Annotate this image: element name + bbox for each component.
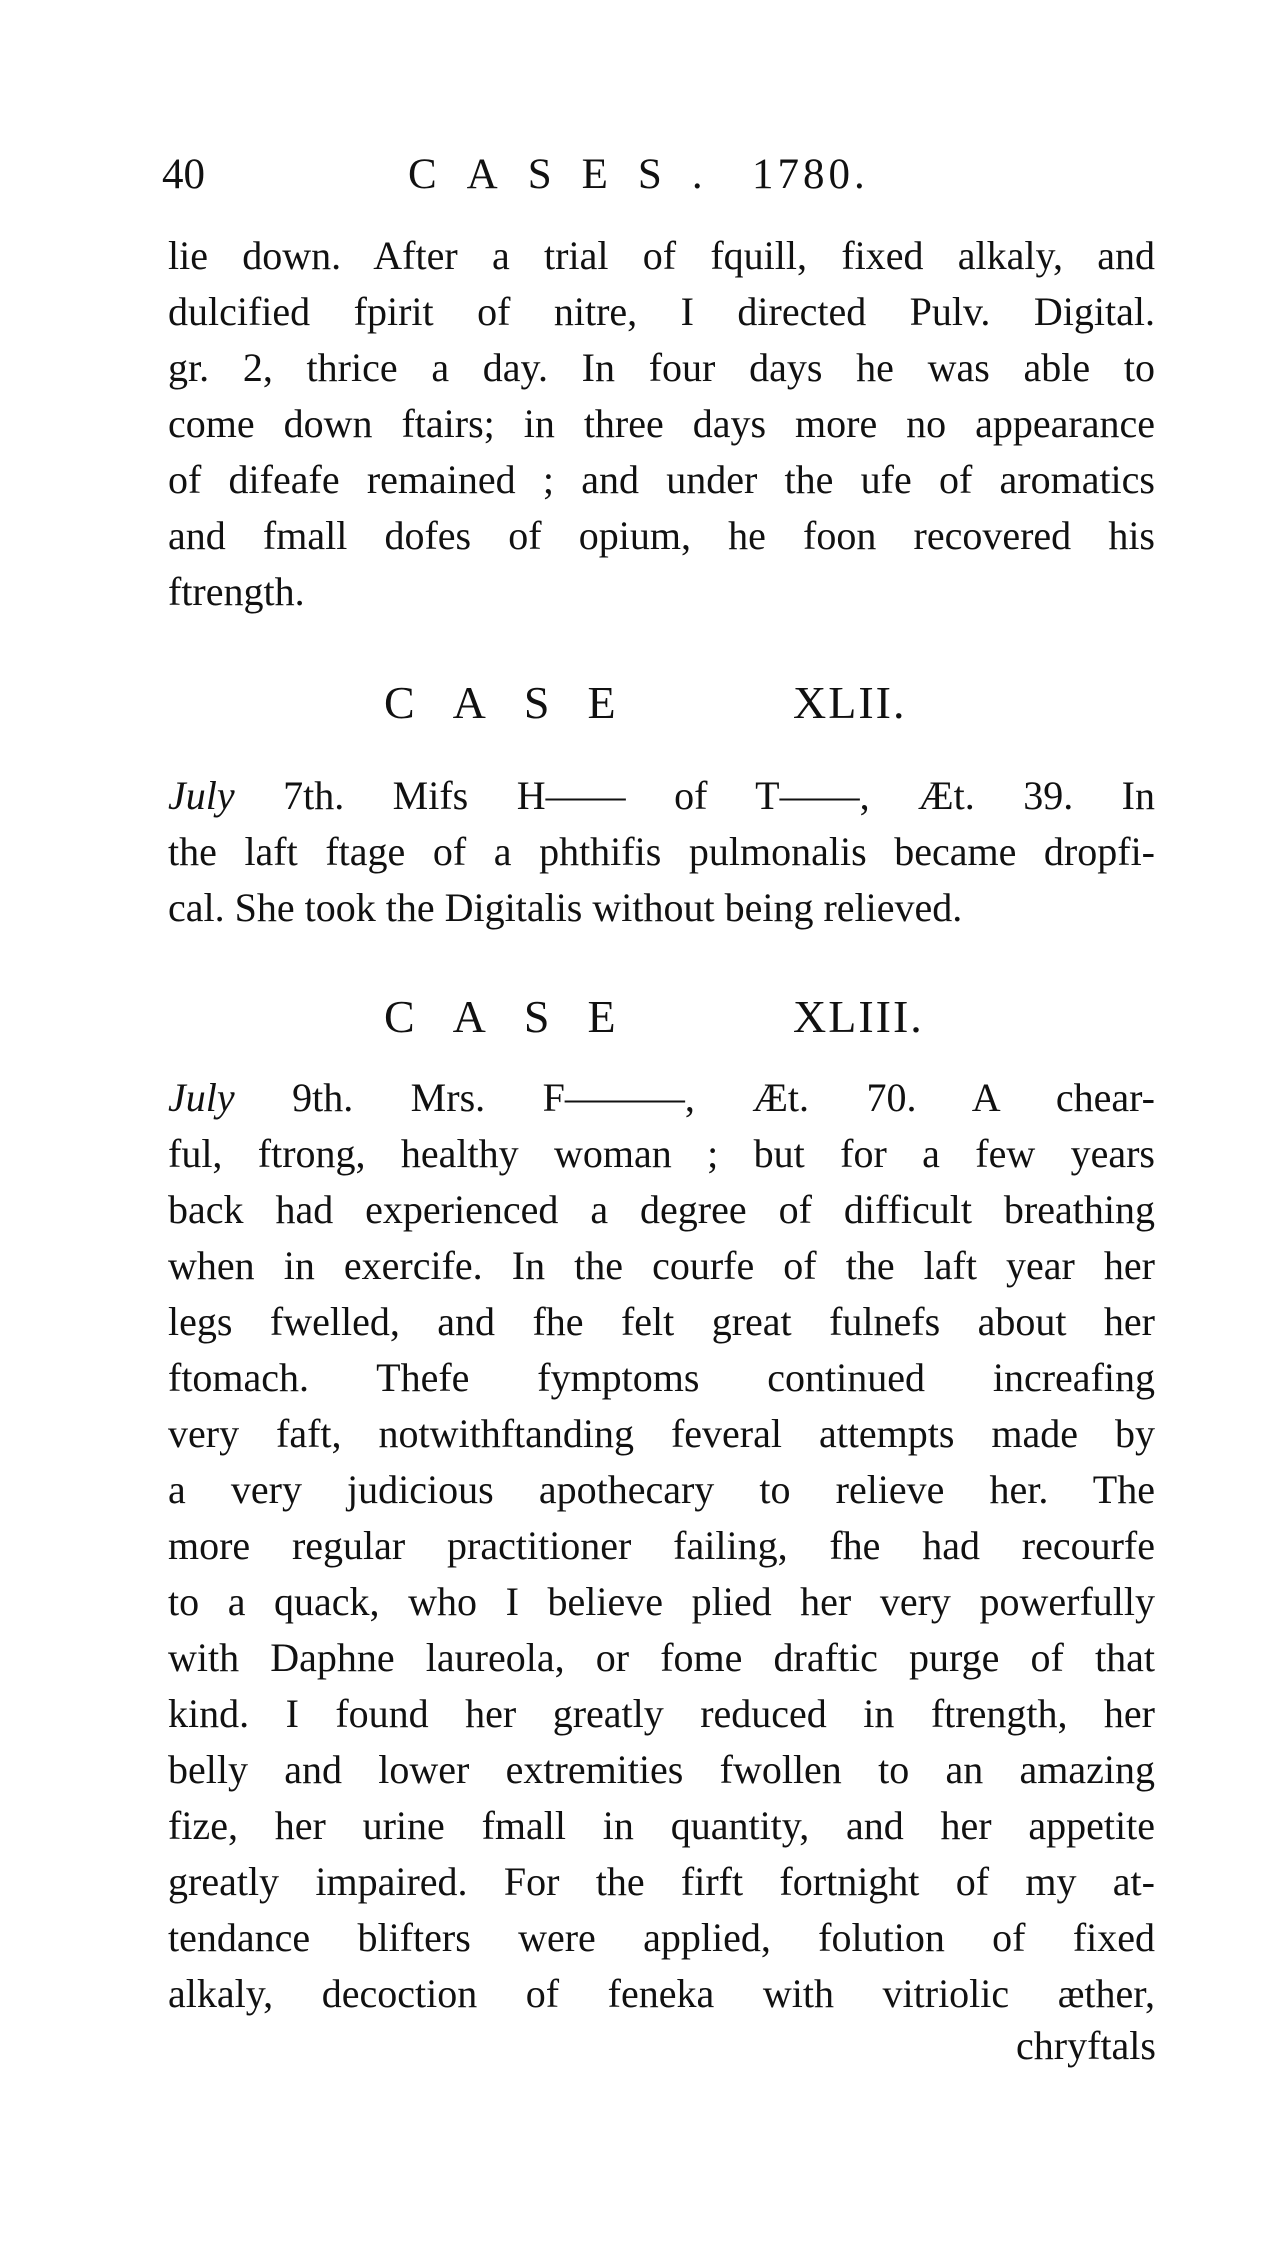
text-line: when in exercife. In the courfe of the laft year her — [168, 1243, 1155, 1288]
case-43-text — [168, 1070, 1155, 2022]
text-line: more regular practitioner failing, fhe had recourfe — [168, 1523, 1155, 1568]
page-number: 40 — [162, 151, 205, 198]
text-line: a very judicious apothecary to relieve her. The — [168, 1467, 1155, 1512]
catchword: chryftals — [1016, 2023, 1156, 2068]
text-line: of difeafe remained ; and under the ufe of aromatics — [168, 457, 1155, 502]
text-line-rest: 9th. Mrs. F———, Æt. 70. A chear- — [234, 1075, 1155, 1120]
running-header — [162, 145, 1162, 205]
text-line: alkaly, decoction of feneka with vitriolic æther, — [168, 1971, 1155, 2016]
text-line: tendance blifters were applied, folution of fixed — [168, 1915, 1155, 1960]
text-line: ful, ftrong, healthy woman ; but for a few years — [168, 1131, 1155, 1176]
text-line: greatly impaired. For the firft fortnight of my at- — [168, 1859, 1155, 1904]
case-date-month: July — [168, 773, 235, 818]
text-line — [168, 1070, 1155, 1126]
case-number: XLIII. — [793, 991, 924, 1042]
text-line: fize, her urine fmall in quantity, and her appetite — [168, 1803, 1155, 1848]
text-line-rest: 7th. Mifs H—— of T——, Æt. 39. In — [234, 773, 1155, 818]
text-line: come down ftairs; in three days more no appearance — [168, 401, 1155, 446]
text-line: cal. She took the Digitalis without being relieved. — [168, 885, 963, 930]
paragraph-continued — [168, 228, 1155, 620]
text-line: gr. 2, thrice a day. In four days he was able to — [168, 345, 1155, 390]
text-line: back had experienced a degree of difficult breathing — [168, 1187, 1155, 1232]
text-line: with Daphne laureola, or fome draftic purge of that — [168, 1635, 1155, 1680]
case-heading-42 — [0, 668, 1288, 738]
text-line: dulcified fpirit of nitre, I directed Pulv. Digital. — [168, 289, 1155, 334]
case-42-text — [168, 768, 1155, 936]
running-year: 1780. — [752, 151, 869, 198]
text-line — [168, 768, 1155, 824]
text-line: lie down. After a trial of fquill, fixed alkaly, and — [168, 233, 1155, 278]
text-line: ftomach. Thefe fymptoms continued increafing — [168, 1355, 1155, 1400]
text-line: very faft, notwithftanding feveral attempts made by — [168, 1411, 1155, 1456]
text-line: belly and lower extremities fwollen to an amazing — [168, 1747, 1155, 1792]
text-line: ftrength. — [168, 569, 305, 614]
case-heading-43 — [0, 982, 1288, 1052]
running-title: CASES. — [408, 151, 733, 198]
case-word: CASE — [384, 991, 654, 1042]
text-line: to a quack, who I believe plied her very powerfully — [168, 1579, 1155, 1624]
text-line: the laft ftage of a phthifis pulmonalis became dropfi- — [168, 829, 1155, 874]
text-line: legs fwelled, and fhe felt great fulnefs about her — [168, 1299, 1155, 1344]
text-line: and fmall dofes of opium, he foon recovered his — [168, 513, 1155, 558]
case-number: XLII. — [793, 677, 907, 728]
case-word: CASE — [384, 677, 654, 728]
text-line: kind. I found her greatly reduced in ftrength, her — [168, 1691, 1155, 1736]
case-date-month: July — [168, 1075, 235, 1120]
